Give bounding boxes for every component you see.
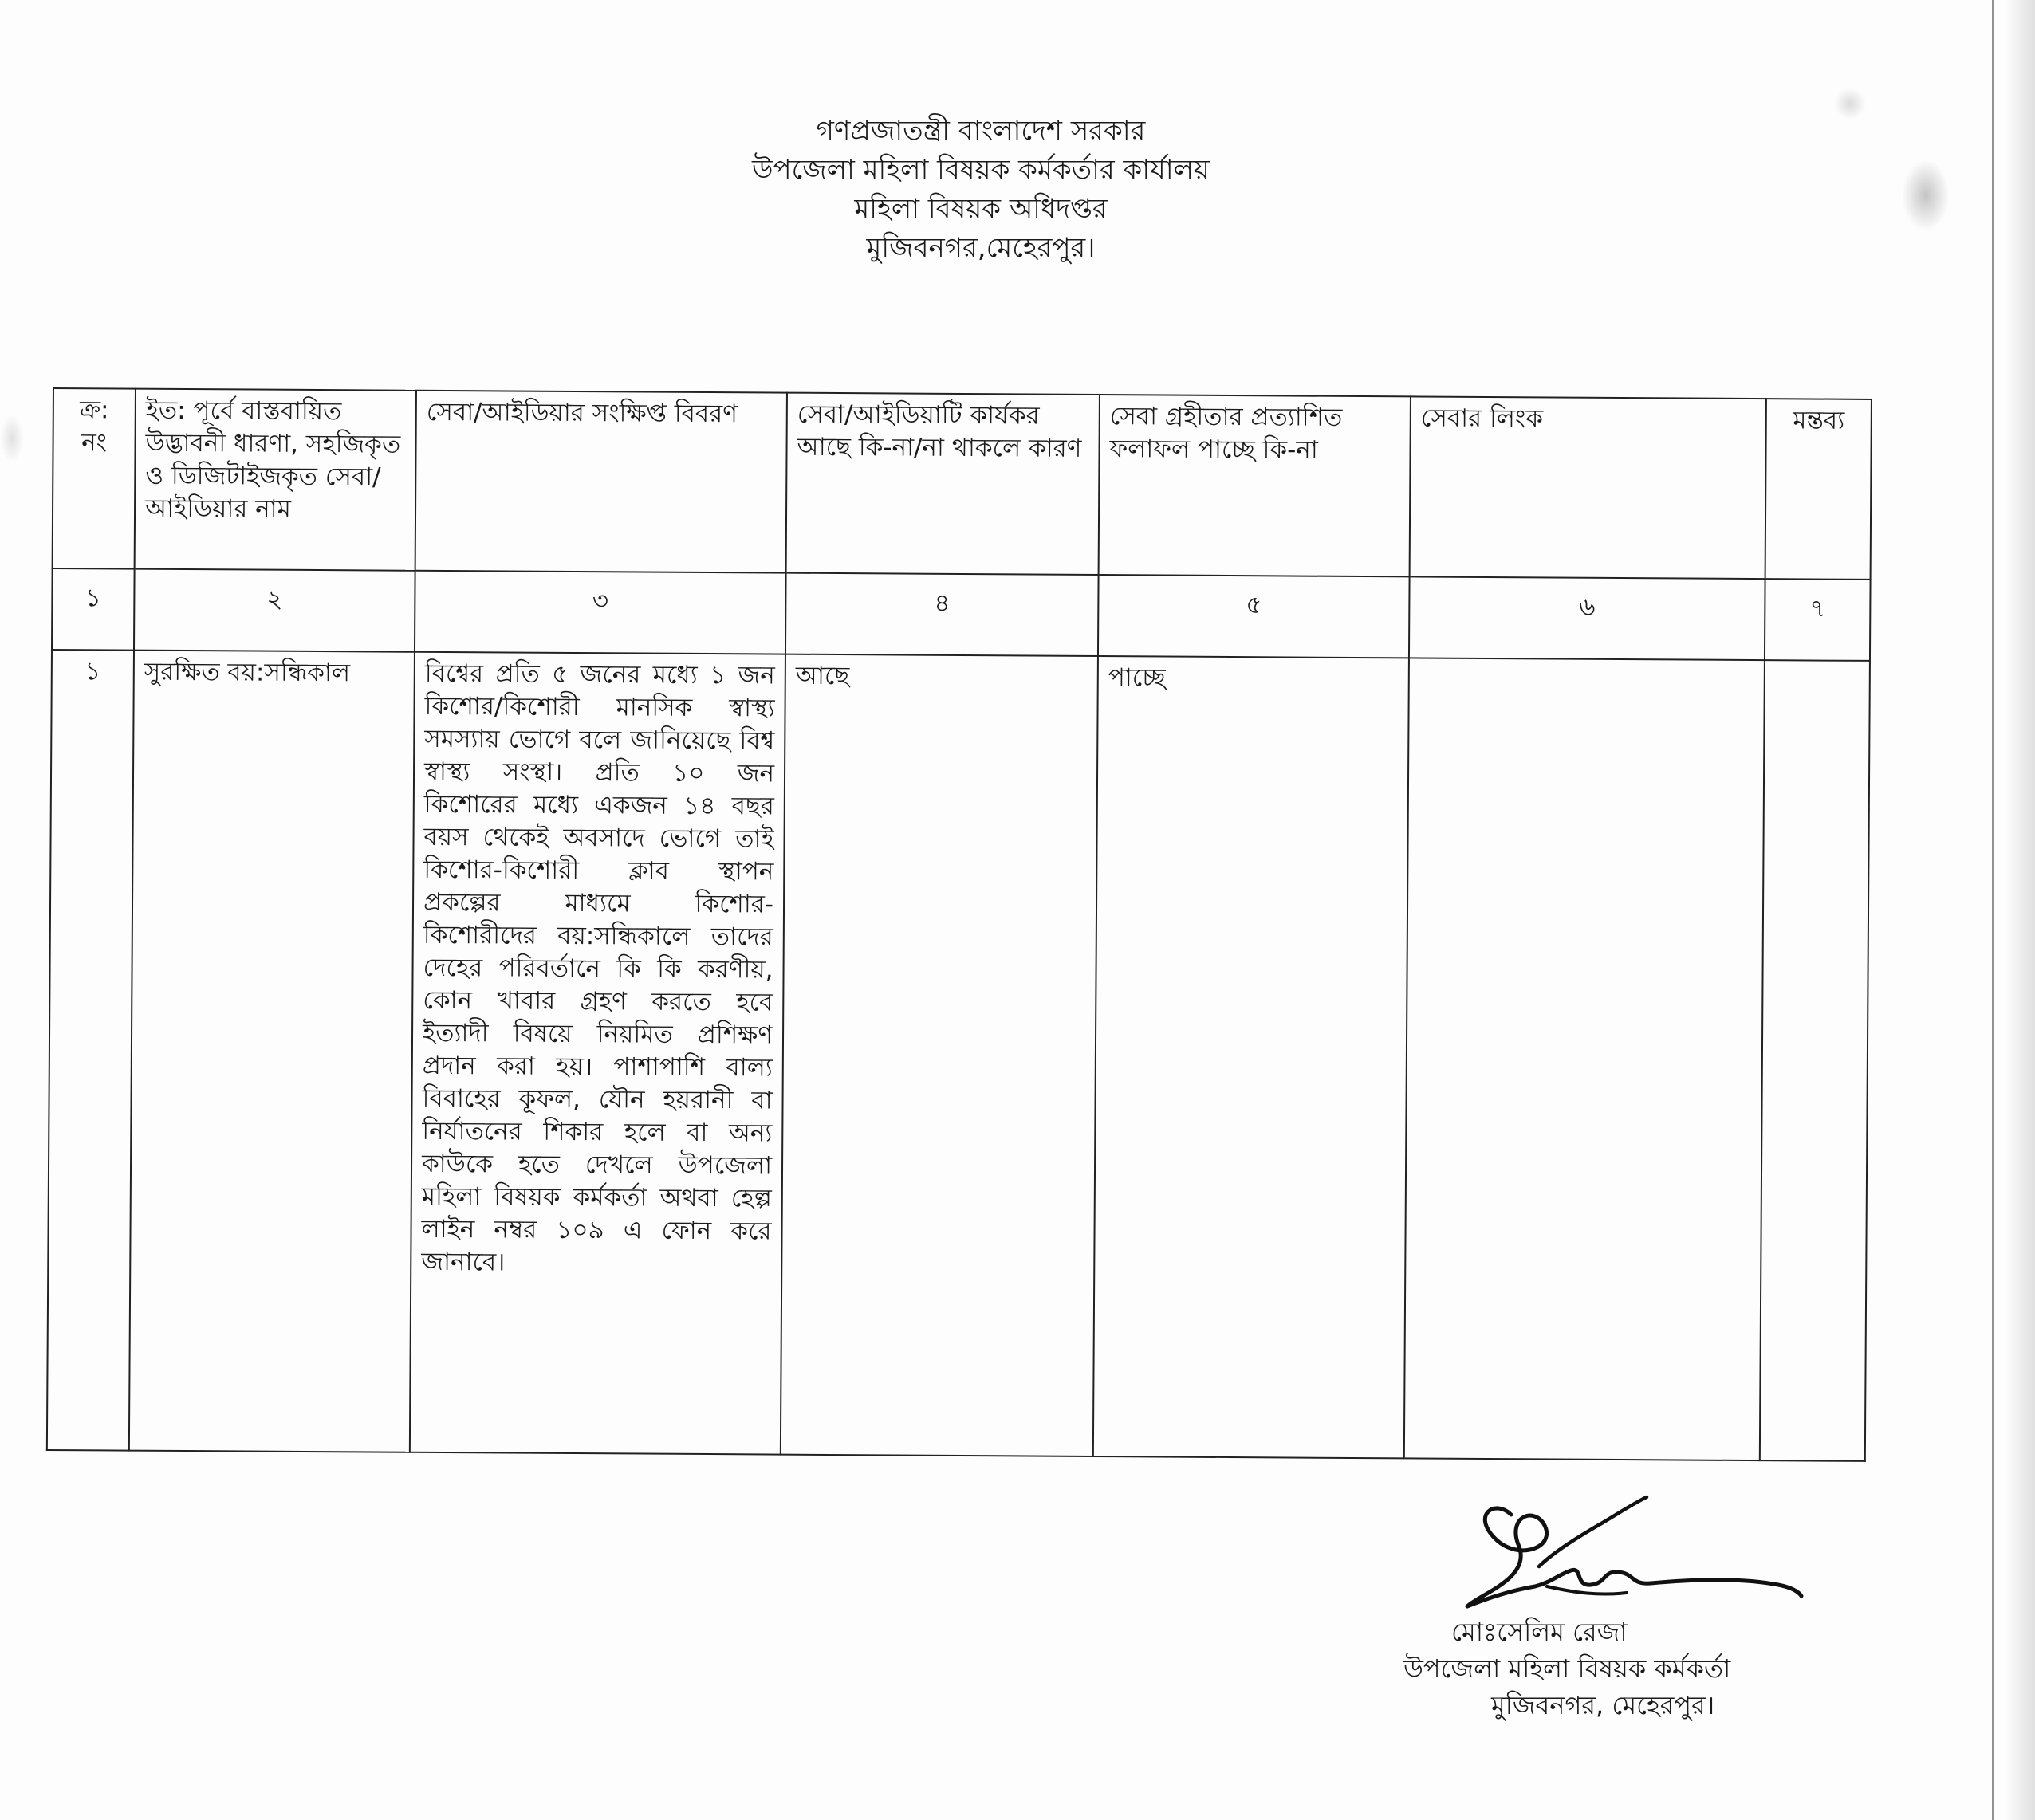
- column-number: ৬: [1409, 576, 1765, 660]
- column-header-link: সেবার লিংক: [1410, 396, 1766, 579]
- column-number: ১: [52, 568, 135, 651]
- header-location: মুজিবনগর,মেহেরপুর।: [866, 232, 1096, 264]
- signatory-name: মোঃসেলিম রেজা: [1451, 1617, 1628, 1647]
- column-header-serial: ক্র: নং: [53, 388, 136, 569]
- table-header-row: [53, 388, 1872, 580]
- document-header: [558, 112, 1403, 268]
- column-number: ৫: [1098, 575, 1410, 658]
- cell-remarks: [1760, 660, 1870, 1461]
- header-office: উপজেলা মহিলা বিষয়ক কর্মকর্তার কার্যালয়: [752, 154, 1210, 186]
- paper-smudge: [0, 415, 24, 462]
- handwritten-signature: [1463, 1491, 1806, 1618]
- innovation-table: [46, 387, 1872, 1462]
- column-header-active: সেবা/আইডিয়াটি কার্যকর আছে কি-না/না থাকলে কারণ: [786, 393, 1100, 575]
- cell-active: আছে: [781, 654, 1098, 1456]
- column-number-row: [52, 568, 1871, 661]
- column-number: ৭: [1765, 579, 1871, 661]
- column-number: ২: [134, 569, 415, 652]
- column-number: ৪: [785, 573, 1099, 656]
- cell-serial: ১: [47, 650, 134, 1451]
- paper-smudge: [1902, 159, 1950, 231]
- header-government: গণপ্রজাতন্ত্রী বাংলাদেশ সরকার: [816, 115, 1146, 147]
- header-directorate: মহিলা বিষয়ক অধিদপ্তর: [854, 193, 1108, 225]
- paper-smudge: [1834, 88, 1866, 120]
- column-header-description: সেবা/আইডিয়ার সংক্ষিপ্ত বিবরণ: [415, 391, 787, 573]
- table-row: [47, 650, 1870, 1461]
- signature-block: [1403, 1614, 1818, 1724]
- cell-description: বিশ্বের প্রতি ৫ জনের মধ্যে ১ জন কিশোর/কিশোরী মানসিক স্বাস্থ্য সমস্যায় ভোগে বলে জানিয়েছে বিশ্ব স্বাস্থ্য সংস্থা। প্রতি ১০ জন কিশোরের মধ্যে একজন ১৪ বছর বয়স থেকেই অবসাদে ভোগে তাই কিশোর-কিশোরী ক্লাব স্থাপন প্রকল্পের মাধ্যমে কিশোর-কিশোরীদের বয়:সন্ধিকালে তাদের দেহের পরিবর্তানে কি কি করণীয়, কোন খাবার গ্রহণ করতে হবে ইত্যাদী বিষয়ে নিয়মিত প্রশিক্ষণ প্রদান করা হয়। পাশাপাশি বাল্য বিবাহের কূফল, যৌন হয়রানী বা নির্যাতনের শিকার হলে বা অন্য কাউকে হতে দেখলে উপজেলা মহিলা বিষয়ক কর্মকর্তা অথবা হেল্প লাইন নম্বর ১০৯ এ ফোন করে জানাবে।: [410, 652, 785, 1455]
- cell-idea-name: সুরক্ষিত বয়:সন্ধিকাল: [129, 651, 415, 1452]
- page-edge-shadow: [2003, 0, 2035, 1820]
- page-edge-line: [1992, 0, 1994, 1820]
- column-header-outcome: সেবা গ্রহীতার প্রত্যাশিত ফলাফল পাচ্ছে কি-না: [1099, 395, 1411, 576]
- column-number: ৩: [415, 571, 786, 654]
- column-header-remarks: মন্তব্য: [1765, 399, 1872, 580]
- column-header-idea-name: ইত: পূর্বে বাস্তবায়িত উদ্ভাবনী ধারণা, সহজিকৃত ও ডিজিটাইজকৃত সেবা/আইডিয়ার নাম: [135, 389, 416, 571]
- cell-link: [1404, 658, 1765, 1460]
- cell-outcome: পাচ্ছে: [1093, 656, 1409, 1458]
- signatory-designation: উপজেলা মহিলা বিষয়ক কর্মকর্তা: [1403, 1653, 1731, 1684]
- signatory-location: মুজিবনগর, মেহেরপুর।: [1491, 1690, 1715, 1720]
